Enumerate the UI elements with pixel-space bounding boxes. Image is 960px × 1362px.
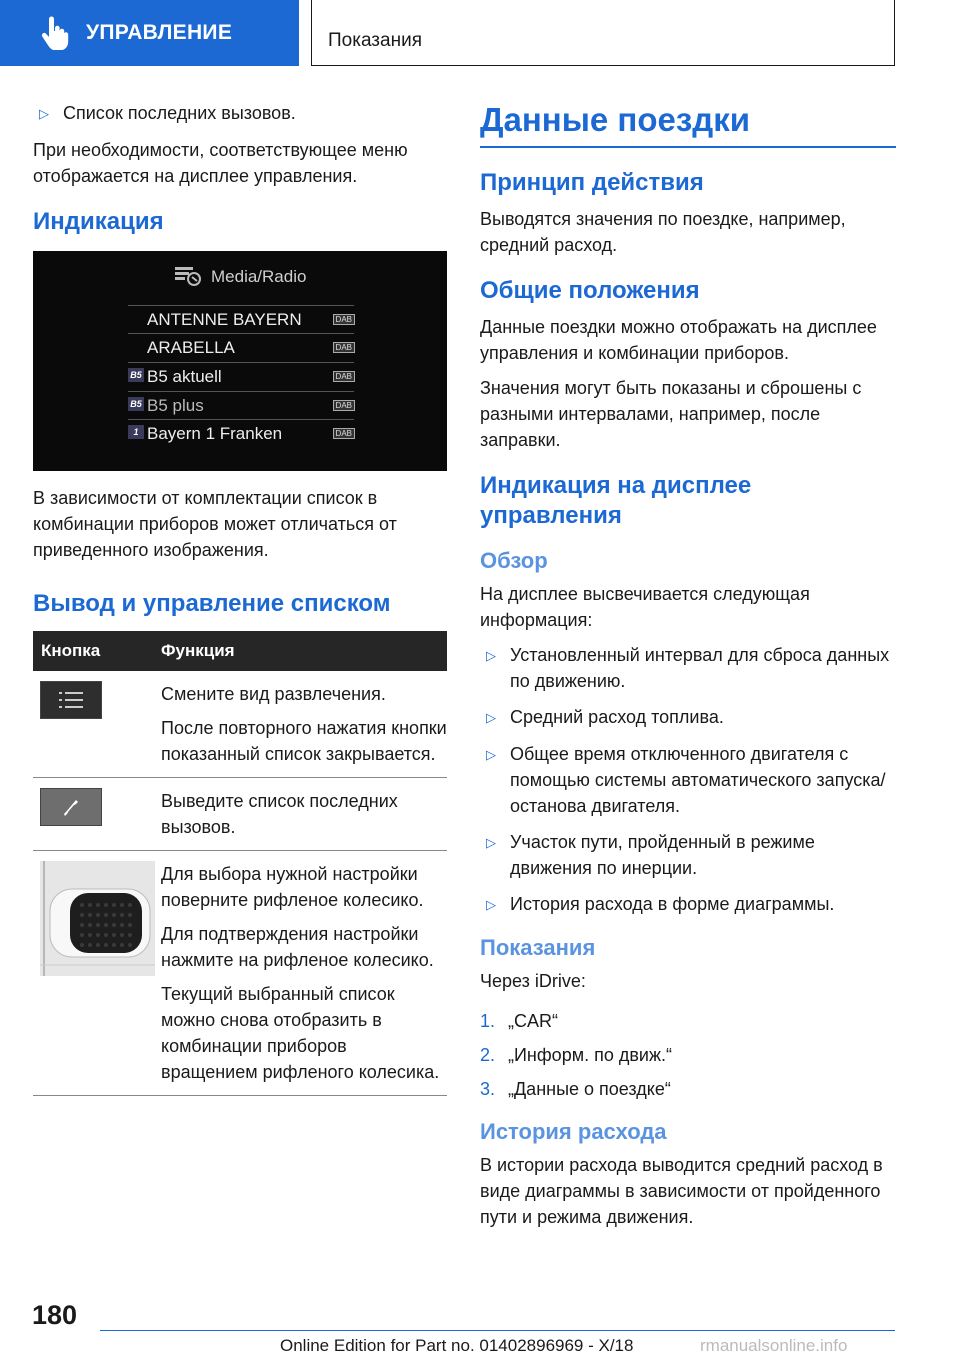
left-column bbox=[33, 100, 447, 1096]
function-text: Текущий выбранный список можно снова отобразить в комбинации приборов вращением рифленого колесика. bbox=[161, 984, 440, 1082]
list-item bbox=[480, 741, 896, 819]
general-paragraph-2: Значения могут быть показаны и сброшены с разными интервалами, например, после заправки. bbox=[480, 378, 862, 450]
function-text: Выведите список последних вызовов. bbox=[161, 791, 398, 837]
step-number: 1. bbox=[480, 1011, 496, 1031]
overview-paragraph: На дисплее высвечивается следующая информация: bbox=[480, 584, 810, 630]
dab-badge: DAB bbox=[333, 400, 355, 411]
station-row bbox=[128, 419, 354, 447]
station-logo: B5 bbox=[128, 368, 144, 382]
bullet-text: Список последних вызовов. bbox=[63, 103, 296, 123]
station-name: B5 aktuell bbox=[147, 367, 222, 386]
table-header-row bbox=[33, 631, 447, 671]
edition-note: Online Edition for Part no. 01402896969 - X/18 bbox=[280, 1336, 634, 1355]
heading-readings: Показания bbox=[480, 935, 596, 960]
triangle-bullet-icon: ▷ bbox=[486, 710, 496, 725]
column-header-function: Функция bbox=[156, 631, 447, 671]
media-title: Media/Radio bbox=[211, 267, 307, 286]
heading-general: Общие положения bbox=[480, 277, 700, 304]
heading-display-control: Индикация на дисплее управления bbox=[480, 472, 752, 529]
list-item bbox=[480, 704, 896, 731]
page-title: Данные поездки bbox=[480, 100, 896, 148]
page-footer bbox=[0, 1300, 960, 1362]
table-row bbox=[33, 671, 447, 778]
readings-paragraph: Через iDrive: bbox=[480, 971, 586, 991]
image-caption: В зависимости от комплектации список в комбинации приборов может отличаться от приведенного изображения. bbox=[33, 488, 397, 560]
section-tab bbox=[0, 0, 299, 66]
station-row bbox=[128, 333, 354, 361]
general-paragraph-1: Данные поездки можно отображать на дисплее управления и комбинации приборов. bbox=[480, 317, 877, 363]
step-item bbox=[480, 1042, 896, 1068]
station-logo: 1 bbox=[128, 425, 144, 439]
station-name: B5 plus bbox=[147, 396, 204, 415]
station-name: ANTENNE BAYERN bbox=[147, 310, 302, 329]
table-row bbox=[33, 851, 447, 1096]
function-text: Смените вид развлечения. bbox=[161, 684, 386, 704]
step-text: „Информ. по движ.“ bbox=[508, 1045, 672, 1065]
media-radio-icon bbox=[173, 263, 203, 292]
triangle-bullet-icon: ▷ bbox=[486, 835, 496, 850]
step-number: 2. bbox=[480, 1045, 496, 1065]
step-text: „CAR“ bbox=[508, 1011, 558, 1031]
right-column bbox=[480, 100, 896, 1239]
watermark: rmanualsonline.info bbox=[700, 1336, 848, 1355]
section-label: УПРАВЛЕНИЕ bbox=[86, 21, 233, 44]
station-name: ARABELLA bbox=[147, 338, 235, 357]
dab-badge: DAB bbox=[333, 371, 355, 382]
chapter-label: Показания bbox=[328, 30, 422, 51]
list-item bbox=[480, 829, 896, 881]
step-number: 3. bbox=[480, 1079, 496, 1099]
station-logo: B5 bbox=[128, 397, 144, 411]
hand-pointer-icon bbox=[30, 9, 78, 57]
dab-badge: DAB bbox=[333, 428, 355, 439]
function-text: После повторного нажатия кнопки показанный список закрывается. bbox=[161, 718, 447, 764]
footer-divider bbox=[100, 1330, 895, 1331]
triangle-bullet-icon: ▷ bbox=[486, 747, 496, 762]
table-row bbox=[33, 778, 447, 851]
function-text: Для выбора нужной настройки поверните рифленое колесико. bbox=[161, 864, 424, 910]
history-paragraph: В истории расхода выводится средний расход в виде диаграммы в зависимости от пройденного пути и режима движения. bbox=[480, 1155, 883, 1227]
column-header-button: Кнопка bbox=[33, 631, 156, 671]
controller-knob-icon bbox=[40, 861, 155, 976]
station-name: Bayern 1 Franken bbox=[147, 424, 283, 443]
bullet-text: Участок пути, пройденный в режиме движения по инерции. bbox=[510, 832, 815, 878]
function-text: Для подтверждения настройки нажмите на рифленое колесико. bbox=[161, 924, 434, 970]
chapter-header bbox=[311, 0, 895, 66]
phone-icon bbox=[40, 788, 102, 826]
list-item bbox=[480, 891, 896, 918]
station-row bbox=[128, 305, 354, 333]
triangle-bullet-icon: ▷ bbox=[39, 106, 49, 121]
bullet-text: Общее время отключенного двигателя с помощью системы автоматического запуска/останова двигателя. bbox=[510, 744, 886, 816]
heading-overview: Обзор bbox=[480, 548, 548, 573]
dab-badge: DAB bbox=[333, 342, 355, 353]
principle-paragraph: Выводятся значения по поездке, например, средний расход. bbox=[480, 209, 846, 255]
station-row bbox=[128, 362, 354, 390]
bullet-text: Установленный интервал для сброса данных по движению. bbox=[510, 645, 890, 691]
step-item bbox=[480, 1076, 896, 1102]
function-table bbox=[33, 631, 447, 1096]
bullet-text: История расхода в форме диаграммы. bbox=[510, 894, 835, 914]
bullet-text: Средний расход топлива. bbox=[510, 707, 724, 727]
list-icon bbox=[40, 681, 102, 719]
step-text: „Данные о поездке“ bbox=[508, 1079, 671, 1099]
triangle-bullet-icon: ▷ bbox=[486, 648, 496, 663]
heading-principle: Принцип действия bbox=[480, 169, 704, 196]
media-radio-screenshot bbox=[33, 251, 447, 471]
dab-badge: DAB bbox=[333, 314, 355, 325]
page-number: 180 bbox=[32, 1300, 78, 1330]
step-item bbox=[480, 1008, 896, 1034]
heading-display: Индикация bbox=[33, 208, 164, 235]
heading-history: История расхода bbox=[480, 1119, 667, 1144]
station-row bbox=[128, 391, 354, 419]
intro-paragraph: При необходимости, соответствующее меню отображается на дисплее управления. bbox=[33, 140, 408, 186]
list-item bbox=[33, 100, 447, 127]
heading-output: Вывод и управление списком bbox=[33, 590, 391, 617]
triangle-bullet-icon: ▷ bbox=[486, 897, 496, 912]
list-item bbox=[480, 642, 896, 694]
